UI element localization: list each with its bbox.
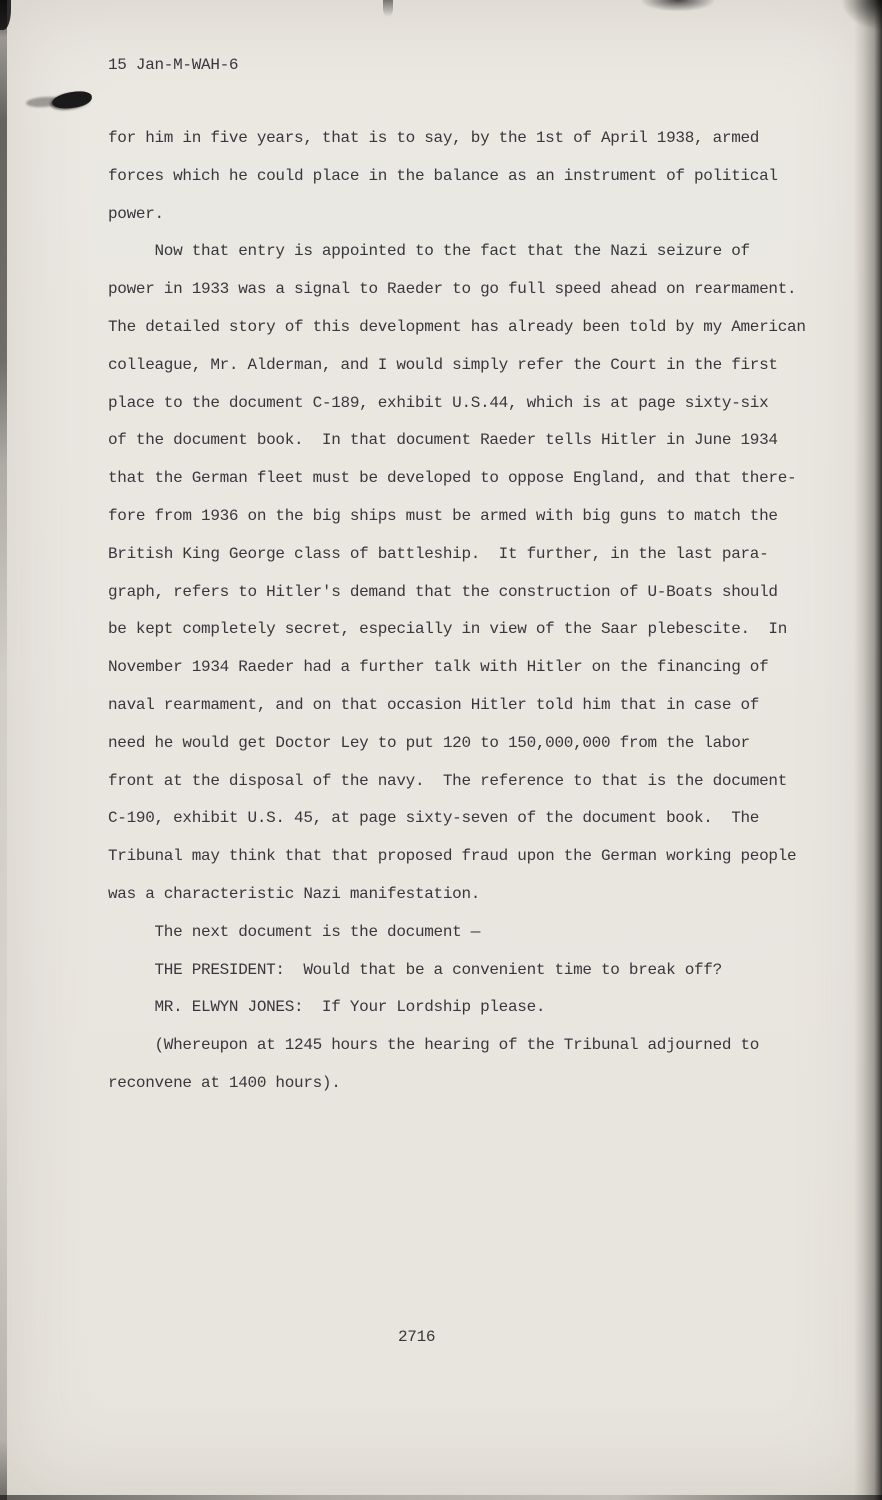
text-line: forces which he could place in the balance as an instrument of political	[108, 166, 778, 185]
text-line: was a characteristic Nazi manifestation.	[108, 884, 481, 903]
text-line: Tribunal may think that that proposed fraud upon the German working people	[108, 847, 797, 866]
text-line: for him in five years, that is to say, by the 1st of April 1938, armed	[108, 129, 760, 147]
text-line: naval rearmament, and on that occasion Hitler told him that in case of	[108, 695, 760, 714]
text-line: colleague, Mr. Alderman, and I would simply refer the Court in the first	[108, 355, 778, 374]
text-line: THE PRESIDENT: Would that be a convenient time to break off?	[108, 960, 722, 979]
scan-mark-top-right	[842, 0, 882, 30]
page-header: 15 Jan-M-WAH-6	[108, 56, 239, 74]
text-line: of the document book. In that document Raeder tells Hitler in June 1934	[108, 431, 778, 450]
text-line: graph, refers to Hitler's demand that the construction of U-Boats should	[108, 582, 778, 601]
text-line: British King George class of battleship. It further, in the last para-	[108, 544, 769, 563]
page-number: 2716	[398, 1328, 436, 1346]
text-line: front at the disposal of the navy. The reference to that is the document	[108, 771, 788, 790]
scan-edge-bottom	[0, 1495, 882, 1500]
scan-edge-left	[0, 0, 7, 1500]
scan-mark-top-left	[0, 0, 11, 30]
text-line: need he would get Doctor Ley to put 120 to 150,000,000 from the labor	[108, 733, 750, 752]
scan-edge-right	[854, 0, 882, 1500]
text-line: fore from 1936 on the big ships must be armed with big guns to match the	[108, 506, 778, 525]
text-line: reconvene at 1400 hours).	[108, 1073, 341, 1092]
text-line: The detailed story of this development has already been told by my American	[108, 317, 806, 336]
text-line: November 1934 Raeder had a further talk with Hitler on the financing of	[108, 658, 769, 677]
text-line: place to the document C-189, exhibit U.S.44, which is at page sixty-six	[108, 393, 769, 412]
scan-mark-top-center	[383, 0, 393, 17]
text-line: power.	[108, 204, 164, 223]
text-line: power in 1933 was a signal to Raeder to go full speed ahead on rearmament.	[108, 280, 797, 299]
text-line: that the German fleet must be developed to oppose England, and that there-	[108, 469, 797, 488]
document-body	[108, 120, 806, 1103]
text-line: (Whereupon at 1245 hours the hearing of the Tribunal adjourned to	[108, 1036, 760, 1055]
text-line: be kept completely secret, especially in view of the Saar plebescite. In	[108, 620, 788, 639]
text-line: The next document is the document —	[108, 922, 481, 941]
text-line: MR. ELWYN JONES: If Your Lordship please.	[108, 998, 546, 1017]
ink-smudge	[26, 88, 92, 114]
text-line: C-190, exhibit U.S. 45, at page sixty-seven of the document book. The	[108, 809, 760, 828]
text-line: Now that entry is appointed to the fact that the Nazi seizure of	[108, 242, 750, 261]
scan-mark-top	[642, 0, 714, 11]
